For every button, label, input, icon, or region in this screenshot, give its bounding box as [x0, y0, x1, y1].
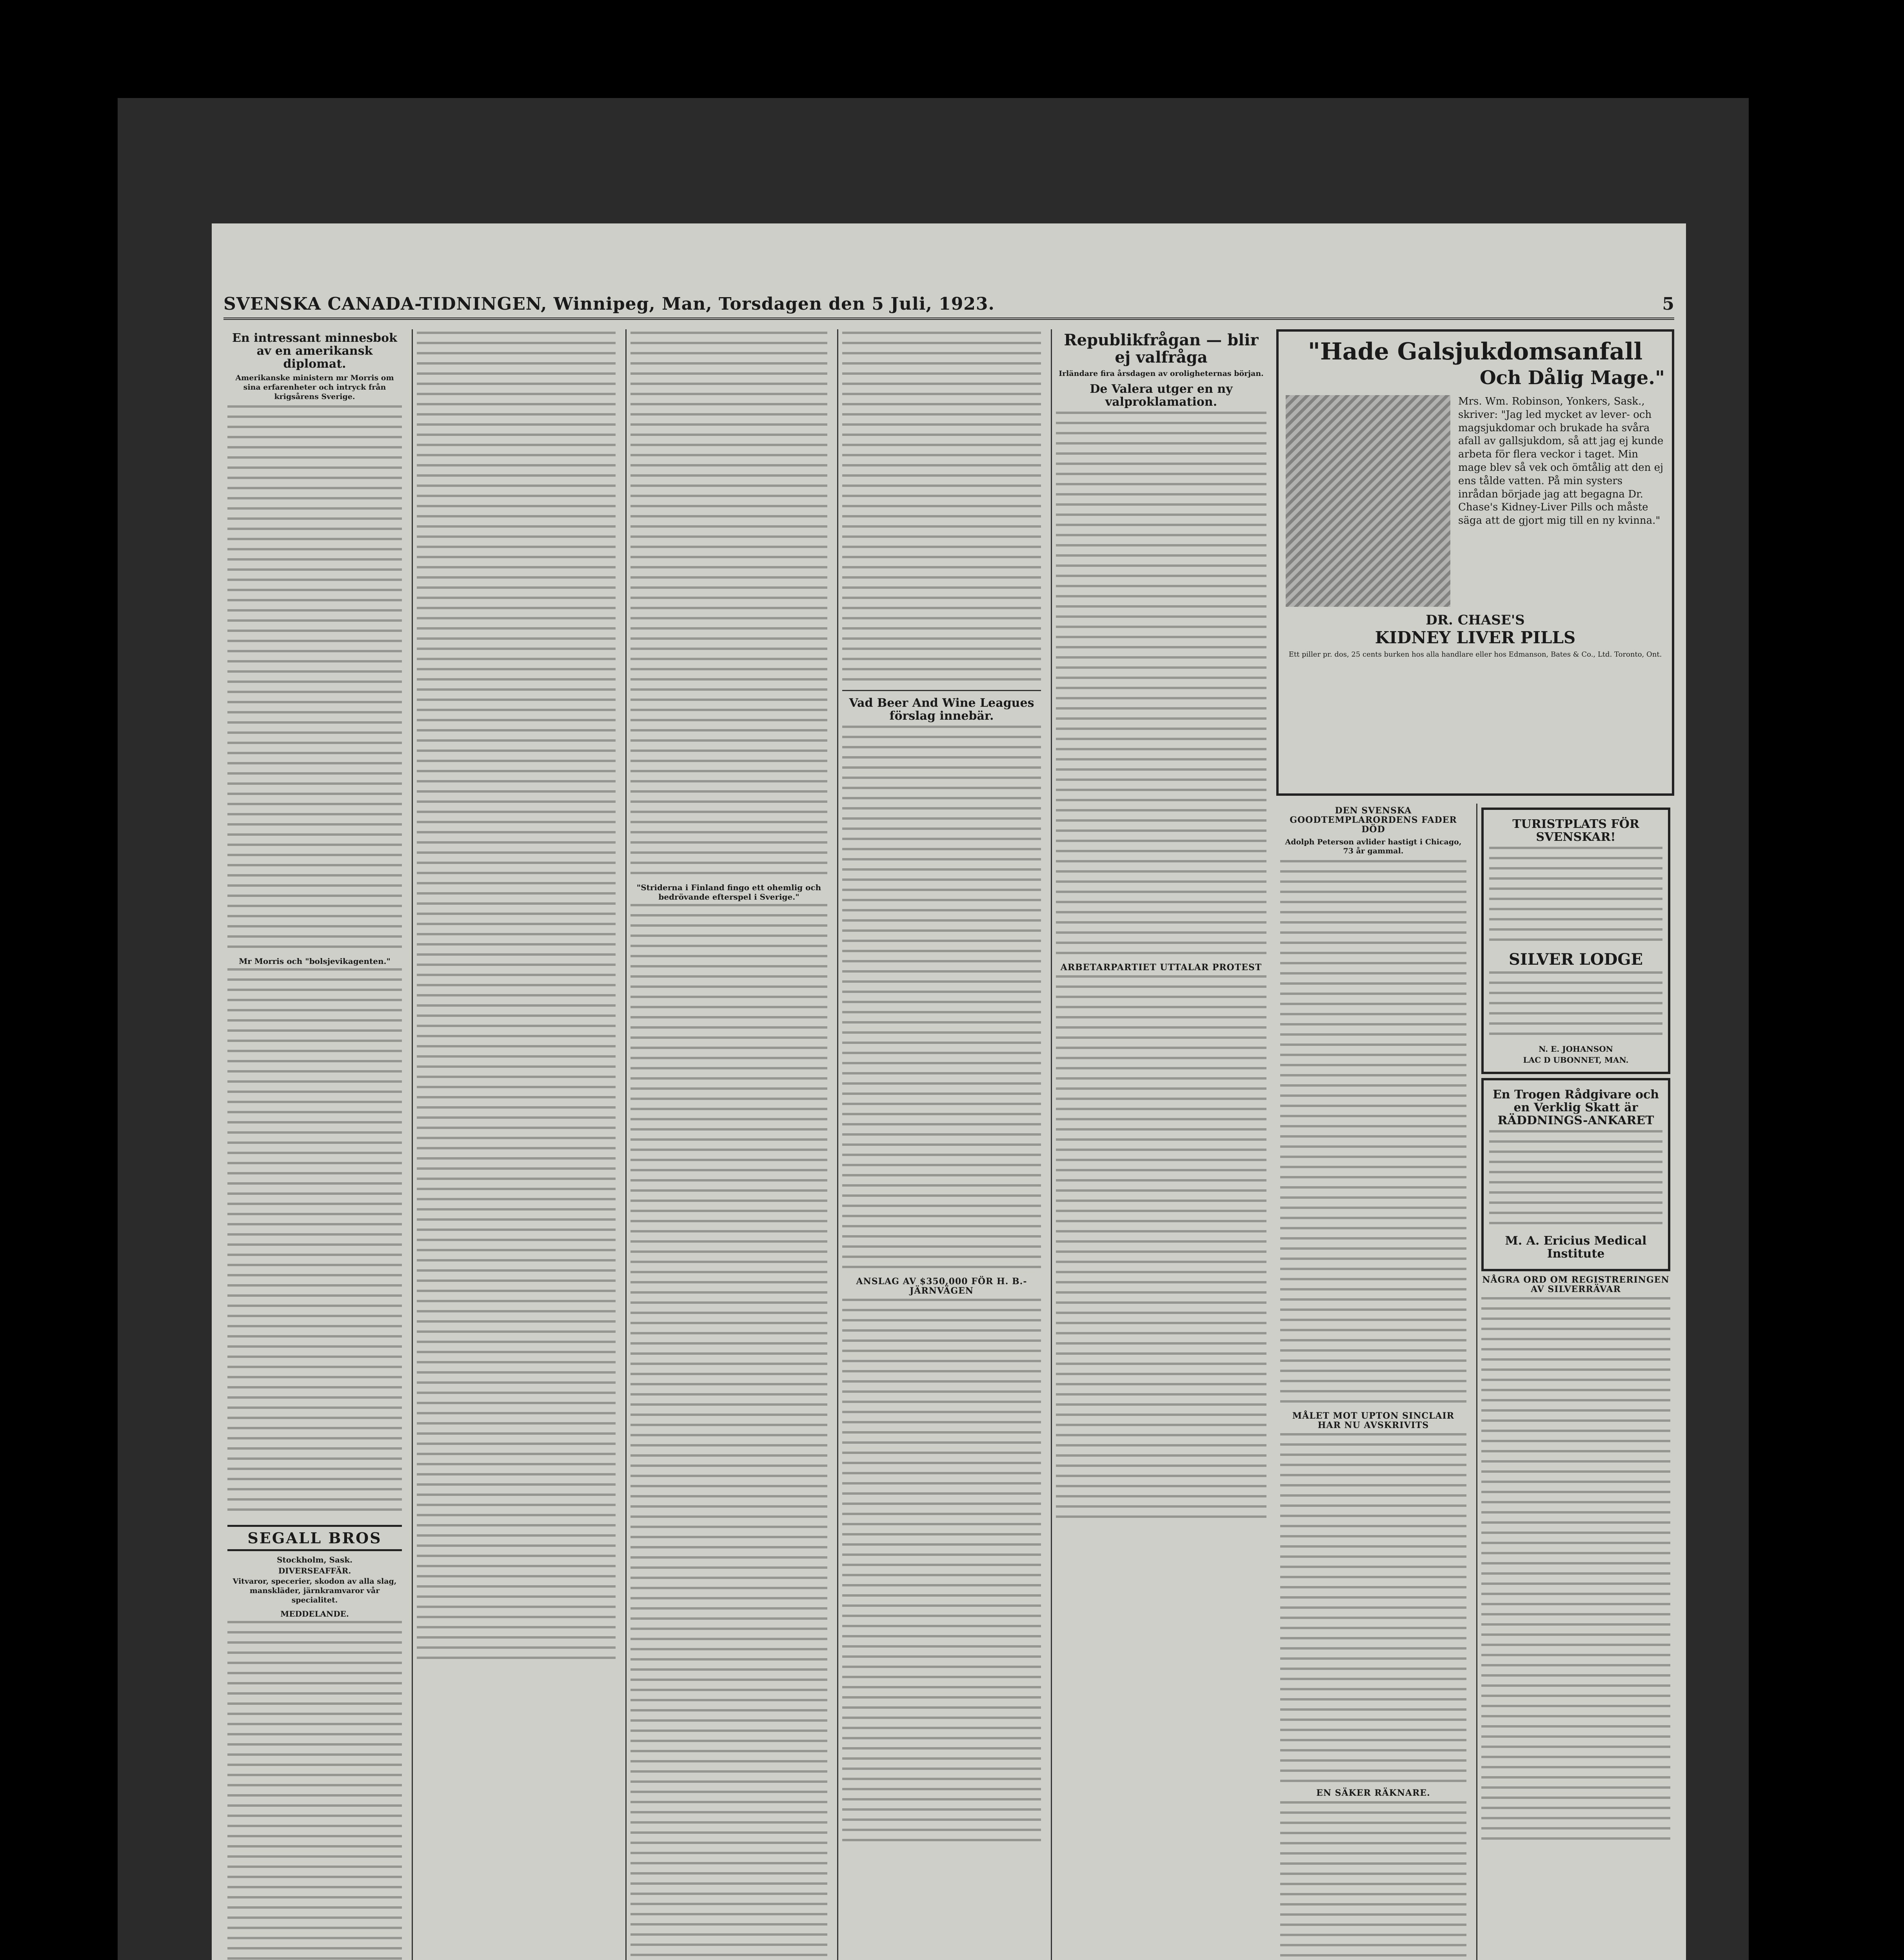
headline-anslag: ANSLAG AV $350,000 FÖR H. B.-JÄRNVÄGEN [856, 1276, 1027, 1296]
column-7 [1476, 804, 1674, 1960]
column-4 [837, 329, 1045, 1960]
article-text-block [842, 332, 1041, 684]
subheading-finland: "Striderna i Finland fingo ett ohemlig och bedrövande efterspel i Sverige." [636, 883, 821, 902]
deck-republik: Irländare fira årsdagen av oroligheternas början. [1059, 369, 1264, 378]
headline-arbetarpartiet: ARBETARPARTIET UTTALAR PROTEST [1060, 962, 1262, 973]
article-text-block [630, 904, 827, 1960]
article-text-block [1056, 412, 1266, 960]
ad-chase-brand2: KIDNEY LIVER PILLS [1375, 628, 1576, 647]
ad-chase-brand: DR. CHASE'S [1426, 612, 1525, 628]
ad-raddningsankaret [1481, 1078, 1670, 1271]
deck-diplomat: Amerikanske ministern mr Morris om sina erfarenheter och intryck från krigsårens Sverige. [235, 374, 394, 401]
article-text-block [1280, 1801, 1466, 1960]
column-6 [1276, 804, 1470, 1960]
ad-segall-line: Vitvaror, specerier, skodon av alla slag, manskläder, järnkramvaror vår specialitet. [233, 1577, 397, 1604]
column-1 [223, 329, 406, 1960]
ad-chase-title: "Hade Galsjukdomsanfall [1308, 338, 1643, 365]
ad-dr-chase [1276, 329, 1674, 796]
ad-turist-place: LAC D UBONNET, MAN. [1523, 1055, 1629, 1065]
headline-beer-wine: Vad Beer And Wine Leagues förslag innebär. [849, 696, 1034, 723]
article-text-block [227, 405, 402, 954]
headline-silverravar: NÅGRA ORD OM REGISTRERINGEN AV SILVERRÄVAR [1482, 1275, 1670, 1295]
article-text-block [842, 1299, 1041, 1847]
headline-raknare: EN SÄKER RÄKNARE. [1316, 1788, 1430, 1798]
article-text-block [1481, 1297, 1670, 1846]
ad-chase-title2: Och Dålig Mage." [1479, 367, 1665, 389]
ad-chase-text: Mrs. Wm. Robinson, Yonkers, Sask., skriver: "Jag led mycket av lever- och magsjukdomar och brukade ha svåra afall av gallsjukdom, så att jag ej kunde arbeta för flera veckor i taget. Min mage blev så vek och ömtålig att den ej ens tålde vatten. På min systers inrådan började jag att begagna Dr. Chase's Kidney-Liver Pills och måste säga att de gjort mig till en ny kvinna." [1458, 396, 1664, 527]
ad-segall-notice: MEDDELANDE. [280, 1609, 349, 1619]
ad-text-block [1489, 1130, 1662, 1232]
ad-segall-place: Stockholm, Sask. [276, 1555, 353, 1565]
headline-goodtemplar: DEN SVENSKA GOODTEMPLARORDENS FADER DÖD [1290, 806, 1457, 835]
article-text-block [417, 332, 616, 1664]
ad-ankaret-title: En Trogen Rådgivare och en Verklig Skatt är RÄDDNINGS-ANKARET [1492, 1088, 1659, 1127]
column-5 [1051, 329, 1270, 1960]
article-text-block [1280, 1433, 1466, 1786]
article-text-block [630, 332, 827, 880]
ad-segall-title: SEGALL BROS [227, 1525, 402, 1551]
divider [842, 690, 1041, 691]
ad-silver-lodge-name: SILVER LODGE [1509, 950, 1643, 969]
deck-goodtemplar: Adolph Peterson avlider hastigt i Chicago, 73 år gammal. [1285, 837, 1462, 856]
headline-sinclair: MÅLET MOT UPTON SINCLAIR HAR NU AVSKRIVITS [1292, 1411, 1455, 1431]
article-text-block [1056, 975, 1266, 1524]
column-2 [412, 329, 620, 1960]
ad-text-block [1489, 971, 1662, 1042]
ad-silver-lodge [1481, 808, 1670, 1074]
ad-ericius: M. A. Ericius Medical Institute [1505, 1234, 1647, 1261]
masthead-title: SVENSKA CANADA-TIDNINGEN, Winnipeg, Man, Torsdagen den 5 Juli, 1923. [223, 294, 995, 314]
ad-chase-footer: Ett piller pr. dos, 25 cents burken hos alla handlare eller hos Edmanson, Bates & Co., Ltd. Toronto, Ont. [1288, 650, 1662, 659]
woman-illustration-icon [1286, 395, 1450, 607]
ad-text-block [1489, 847, 1662, 949]
masthead [223, 290, 1674, 320]
subheading-bolsjevik: Mr Morris och "bolsjevikagenten." [239, 956, 391, 966]
headline-diplomat: En intressant minnesbok av en amerikansk diplomat. [232, 331, 397, 371]
ad-turist-sign: N. E. JOHANSON [1539, 1044, 1613, 1054]
page-number: 5 [1662, 294, 1674, 314]
headline-republik: Republikfrågan — blir ej valfråga [1064, 331, 1259, 367]
article-text-block [227, 968, 402, 1517]
article-text-block [1280, 860, 1466, 1409]
article-text-block [842, 726, 1041, 1274]
ad-text-block [227, 1621, 402, 1960]
headline-valera: De Valera utger en ny valproklamation. [1090, 382, 1233, 409]
ad-segall-heading: DIVERSEAFFÄR. [278, 1566, 351, 1576]
column-3 [625, 329, 831, 1960]
newspaper-page [212, 223, 1686, 1960]
ad-turist-title: TURISTPLATS FÖR SVENSKAR! [1512, 817, 1639, 844]
